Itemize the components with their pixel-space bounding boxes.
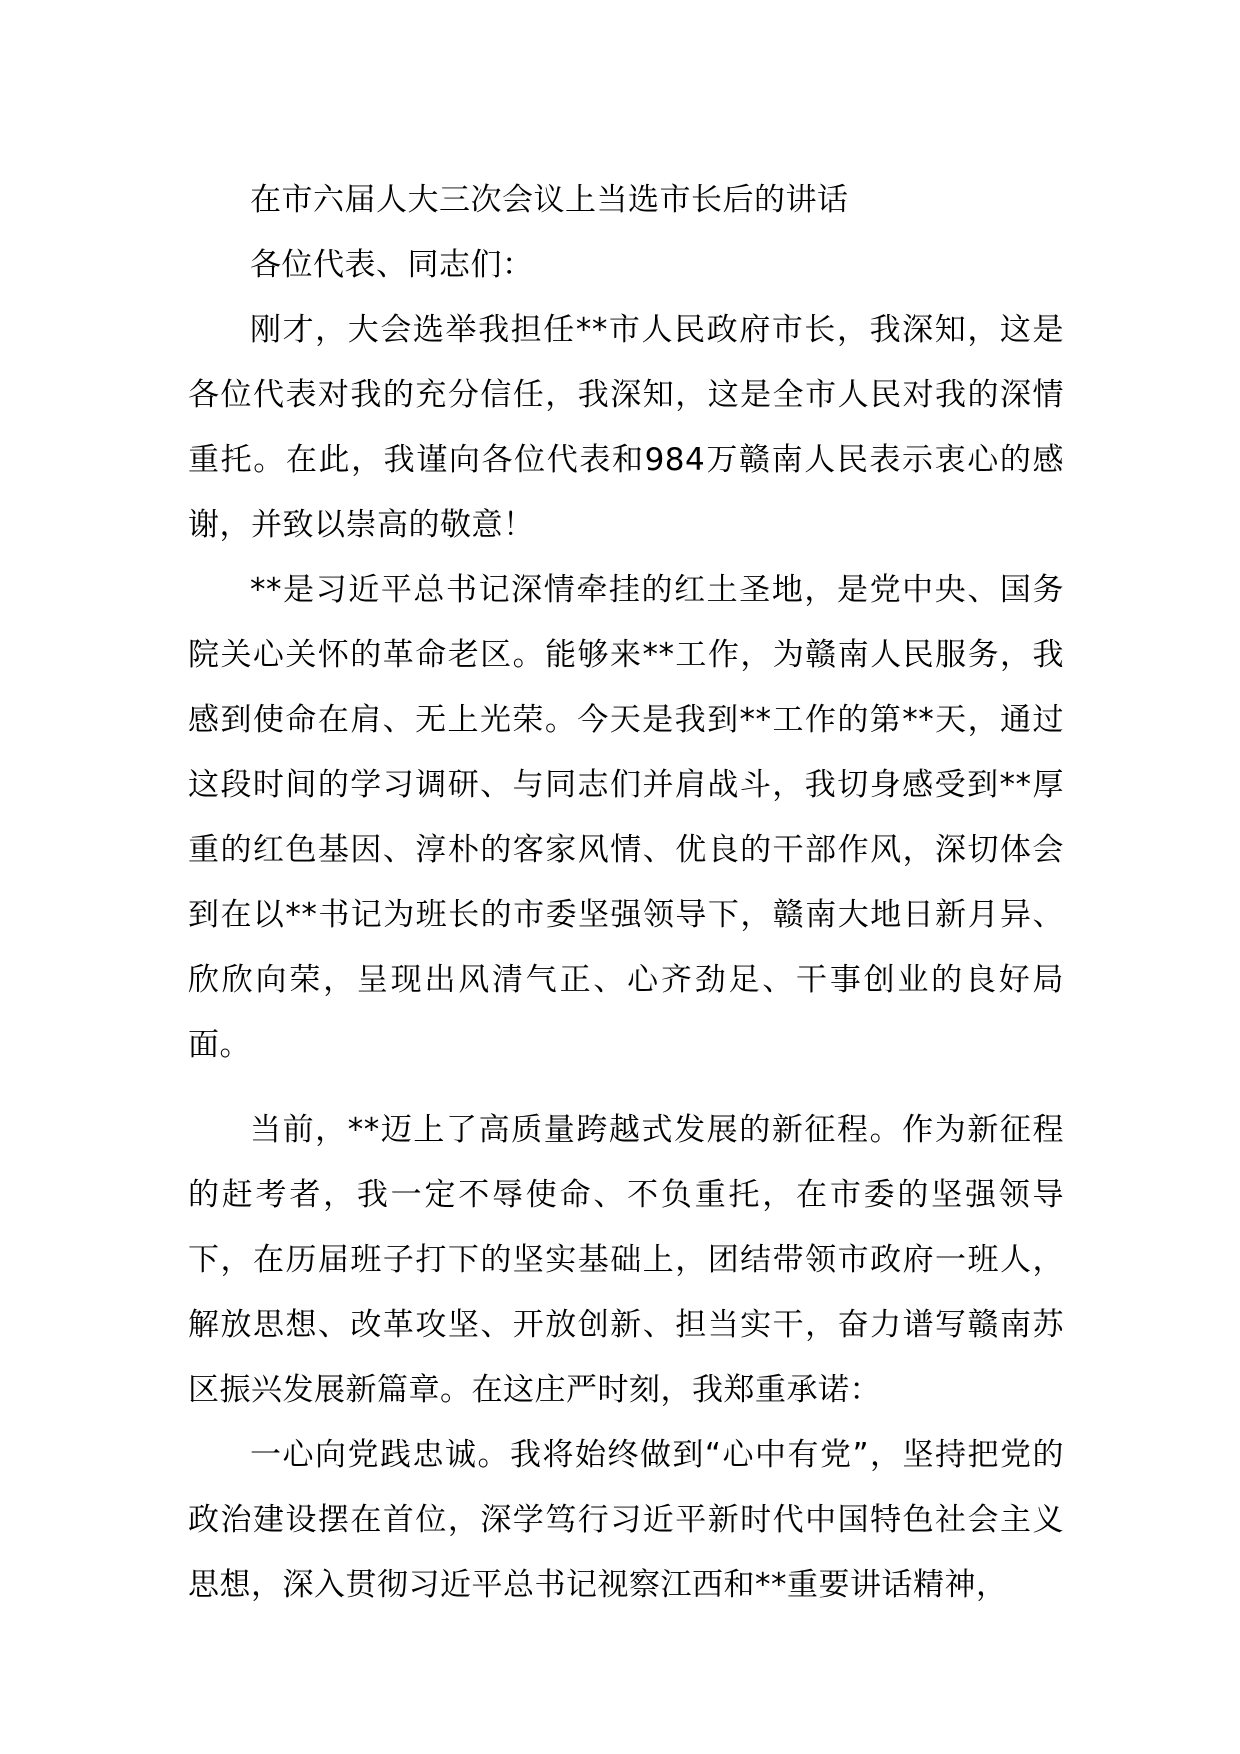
document-page: [188, 168, 1064, 1618]
paragraph-2: **是习近平总书记深情牵挂的红土圣地，是党中央、国务院关心关怀的革命老区。能够来**工作，为赣南人民服务，我感到使命在肩、无上光荣。今天是我到**工作的第**天，通过这段时间的学习调研、与同志们并肩战斗，我切身感受到**厚重的红色基因、淳朴的客家风情、优良的干部作风，深切体会到在以**书记为班长的市委坚强领导下，赣南大地日新月异、欣欣向荣，呈现出风清气正、心齐劲足、干事创业的良好局面。: [188, 572, 1064, 1063]
paragraph-1: 刚才，大会选举我担任**市人民政府市长，我深知，这是各位代表对我的充分信任，我深知，这是全市人民对我的深情重托。在此，我谨向各位代表和984万赣南人民表示衷心的感谢，并致以崇高的敬意！: [188, 312, 1064, 543]
document-title: 在市六届人大三次会议上当选市长后的讲话: [250, 182, 849, 218]
salutation: 各位代表、同志们：: [250, 247, 534, 283]
paragraph-4: 一心向党践忠诚。我将始终做到“心中有党”，坚持把党的政治建设摆在首位，深学笃行习近平新时代中国特色社会主义思想，深入贯彻习近平总书记视察江西和**重要讲话精神，: [188, 1437, 1064, 1603]
paragraph-3: 当前，**迈上了高质量跨越式发展的新征程。作为新征程的赶考者，我一定不辱使命、不负重托，在市委的坚强领导下，在历届班子打下的坚实基础上，团结带领市政府一班人，解放思想、改革攻坚、开放创新、担当实干，奋力谱写赣南苏区振兴发展新篇章。在这庄严时刻，我郑重承诺：: [188, 1112, 1064, 1408]
